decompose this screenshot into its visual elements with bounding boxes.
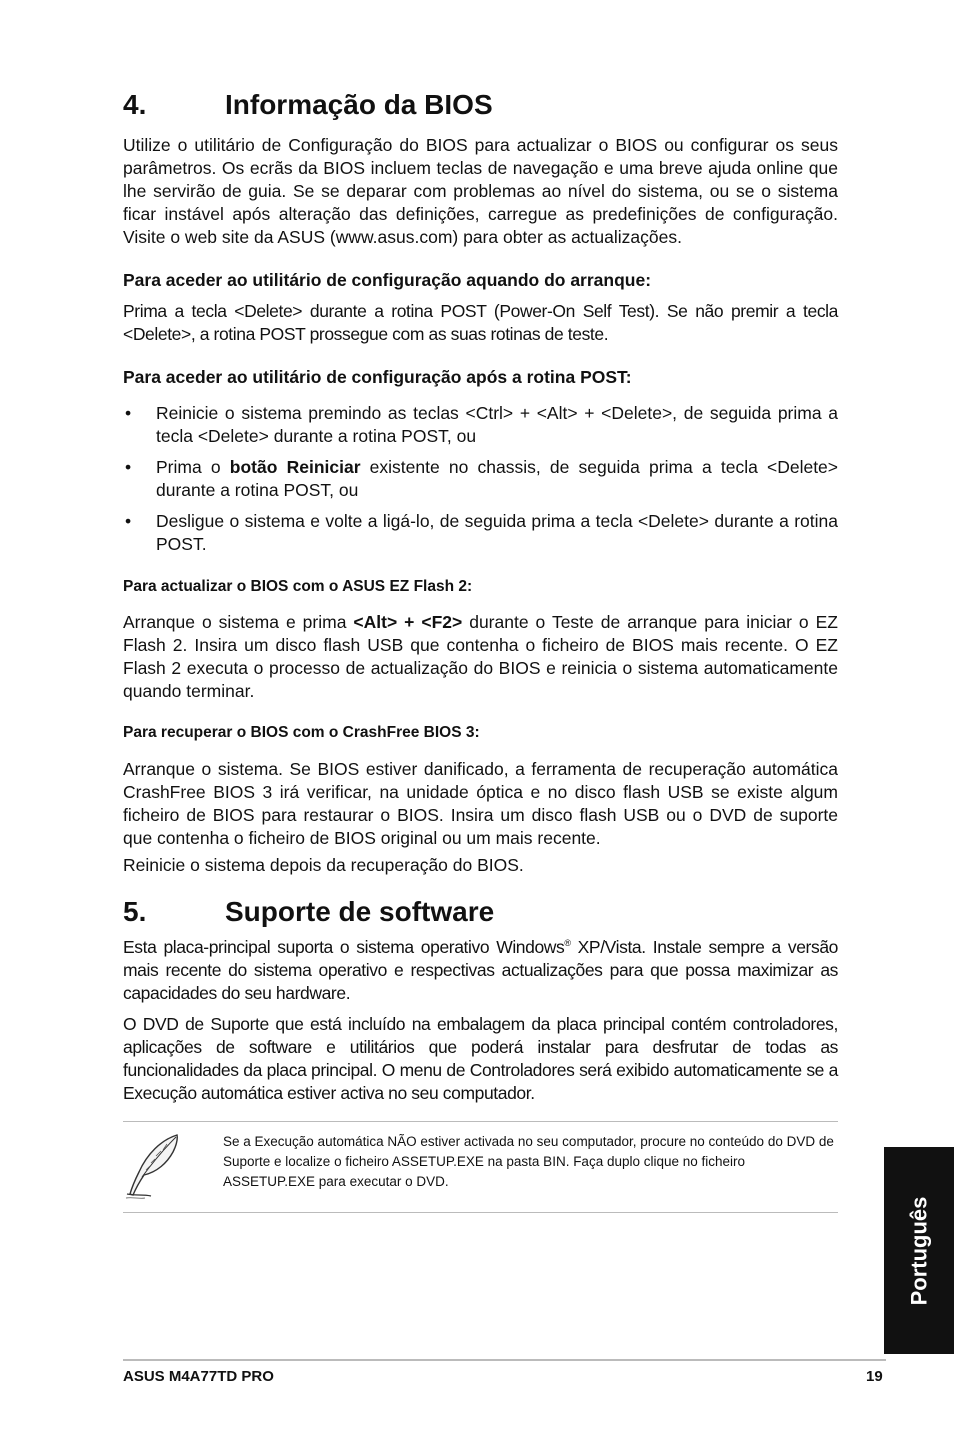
post-heading: Para aceder ao utilitário de configuração após a rotina POST: <box>123 367 632 387</box>
note-box <box>123 1121 838 1213</box>
software-intro-pre: Esta placa-principal suporta o sistema operativo Windows <box>123 936 565 957</box>
crashfree-restart: Reinicie o sistema depois da recuperação do BIOS. <box>123 855 524 875</box>
bios-intro: Utilize o utilitário de Configuração do BIOS para actualizar o BIOS ou configurar os seus parâmetros. Os ecrãs da BIOS incluem teclas de navegação e uma breve ajuda online que lhe servirão de guia. Se se deparar com problemas ao nível do sistema, ou se o sistema ficar instável após alteração das definições, carregue as predefinições de configuração. Visite o web site da ASUS (www.asus.com) para obter as actualizações. <box>123 135 838 247</box>
registered-mark: ® <box>564 938 571 948</box>
section-number: 5. <box>123 896 147 927</box>
quill-icon-graphic <box>123 1132 183 1200</box>
crashfree-text: Arranque o sistema. Se BIOS estiver danificado, a ferramenta de recuperação automática CrashFree BIOS 3 irá verificar, na unidade óptica e no disco flash USB se existe algum ficheiro de BIOS para restaurar o BIOS. Insira um disco flash USB ou o DVD de suporte que contenha o ficheiro de BIOS original ou um mais recente. <box>123 759 838 848</box>
bullet-mark: • <box>125 403 132 423</box>
bullet-mark: • <box>125 511 132 531</box>
crashfree-heading: Para recuperar o BIOS com o CrashFree BIOS 3: <box>123 724 480 741</box>
ezflash-text-post: durante o Teste de arranque para iniciar o EZ Flash 2. Insira um disco flash USB que contenha o ficheiro de BIOS mais recente. O EZ Flash 2 executa o processo de actualização do BIOS e reinicia o sistema automaticamente quando terminar. <box>123 612 838 701</box>
software-intro <box>123 932 838 1005</box>
language-label: Português <box>906 1196 932 1305</box>
page-number: 19 <box>866 1368 883 1385</box>
footer-divider <box>123 1359 886 1361</box>
boot-text: Prima a tecla <Delete> durante a rotina POST (Power-On Self Test). Se não premir a tecla <Delete>, a rotina POST prossegue com as suas rotinas de teste. <box>123 301 838 344</box>
boot-heading: Para aceder ao utilitário de configuração aquando do arranque: <box>123 270 652 290</box>
section-4-heading <box>123 88 838 122</box>
language-tab <box>884 1147 954 1354</box>
section-title: Informação da BIOS <box>225 89 493 120</box>
list-item <box>123 456 838 502</box>
dvd-text: O DVD de Suporte que está incluído na embalagem da placa principal contém controladores, aplicações de software e utilitários que poderá instalar para desfrutar de todas as funcionalidades da placa principal. O menu de Controladores será exibido automaticamente se a Execução automática estiver activa no seu computador. <box>123 1013 838 1103</box>
ezflash-text <box>123 611 838 703</box>
list-item-text: Desligue o sistema e volte a ligá-lo, de seguida prima a tecla <Delete> durante a rotina POST. <box>156 511 838 554</box>
list-item-text: Reinicie o sistema premindo as teclas <Ctrl> + <Alt> + <Delete>, de seguida prima a tecla <Delete> durante a rotina POST, ou <box>156 403 838 446</box>
list-item <box>123 510 838 556</box>
section-5-heading <box>123 895 838 929</box>
page-content <box>123 88 838 1213</box>
ezflash-heading: Para actualizar o BIOS com o ASUS EZ Flash 2: <box>123 578 473 595</box>
software-intro-post: XP/Vista. Instale sempre a versão mais recente do sistema operativo e respectivas actualizações para que possa maximizar as capacidades do seu hardware. <box>123 936 838 1003</box>
list-item-text-pre: Prima o <box>156 457 230 477</box>
note-text: Se a Execução automática NÃO estiver activada no seu computador, procure no conteúdo do DVD de Suporte e localize o ficheiro ASSETUP.EXE na pasta BIN. Faça duplo clique no ficheiro ASSETUP.EXE para executar o DVD. <box>223 1133 834 1189</box>
section-number: 4. <box>123 89 147 120</box>
list-item-text-post: existente no chassis, de seguida prima a tecla <Delete> durante a rotina POST, ou <box>156 457 839 500</box>
bullet-mark: • <box>125 457 132 477</box>
ezflash-keys: <Alt> + <F2> <box>353 612 463 632</box>
quill-note-icon <box>123 1132 223 1200</box>
ezflash-text-pre: Arranque o sistema e prima <box>123 612 354 632</box>
list-item <box>123 402 838 448</box>
section-title: Suporte de software <box>225 896 495 927</box>
post-options-list <box>123 402 838 556</box>
footer-model: ASUS M4A77TD PRO <box>123 1368 274 1385</box>
reset-button-term: botão Reiniciar <box>229 457 361 477</box>
